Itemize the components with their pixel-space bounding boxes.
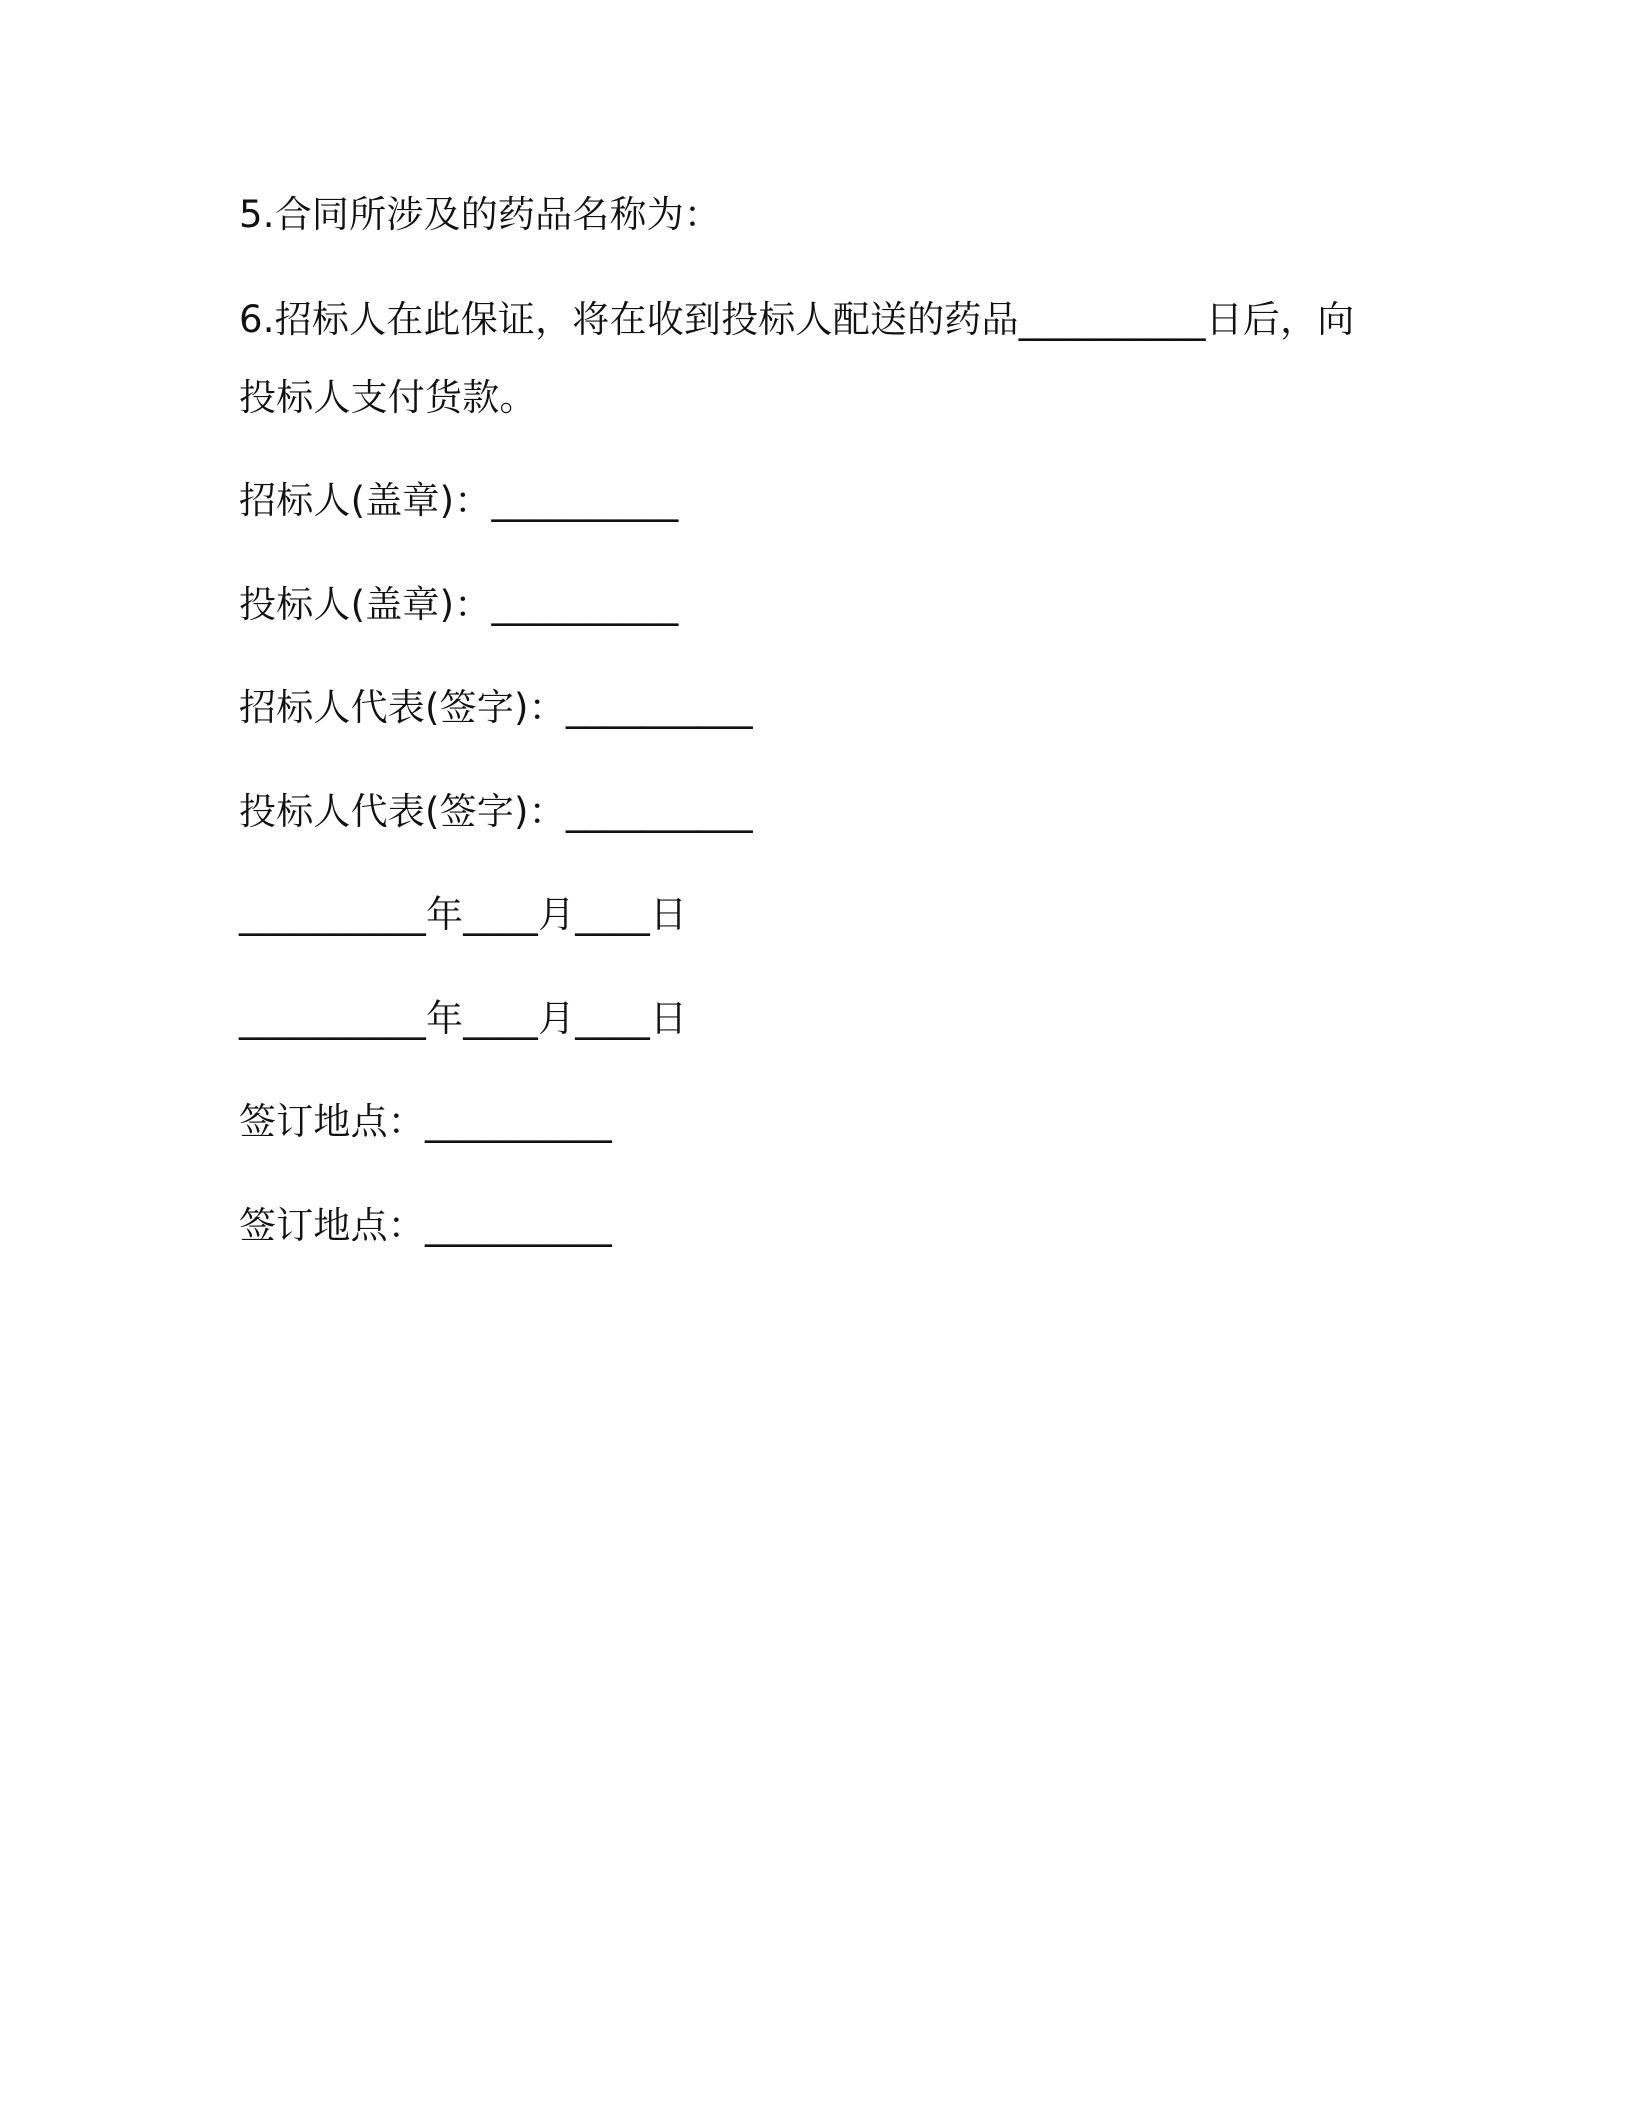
bidder-seal-field: 投标人(盖章)：__________ <box>239 583 679 626</box>
bidder-representative-signature-field: 投标人代表(签字)：__________ <box>239 790 753 833</box>
signing-location-field-2: 签订地点：__________ <box>239 1204 612 1247</box>
clause-6-payment-line-1: 6.招标人在此保证，将在收到投标人配送的药品__________日后，向 <box>239 298 1355 341</box>
clause-5-drug-names: 5.合同所涉及的药品名称为： <box>239 193 722 236</box>
date-field-1: __________年____月____日 <box>239 893 688 936</box>
date-field-2: __________年____月____日 <box>239 997 688 1040</box>
tenderer-seal-field: 招标人(盖章)：__________ <box>239 479 679 522</box>
clause-6-payment-line-2: 投标人支付货款。 <box>239 376 537 419</box>
tenderer-representative-signature-field: 招标人代表(签字)：__________ <box>239 686 753 729</box>
signing-location-field-1: 签订地点：__________ <box>239 1100 612 1143</box>
